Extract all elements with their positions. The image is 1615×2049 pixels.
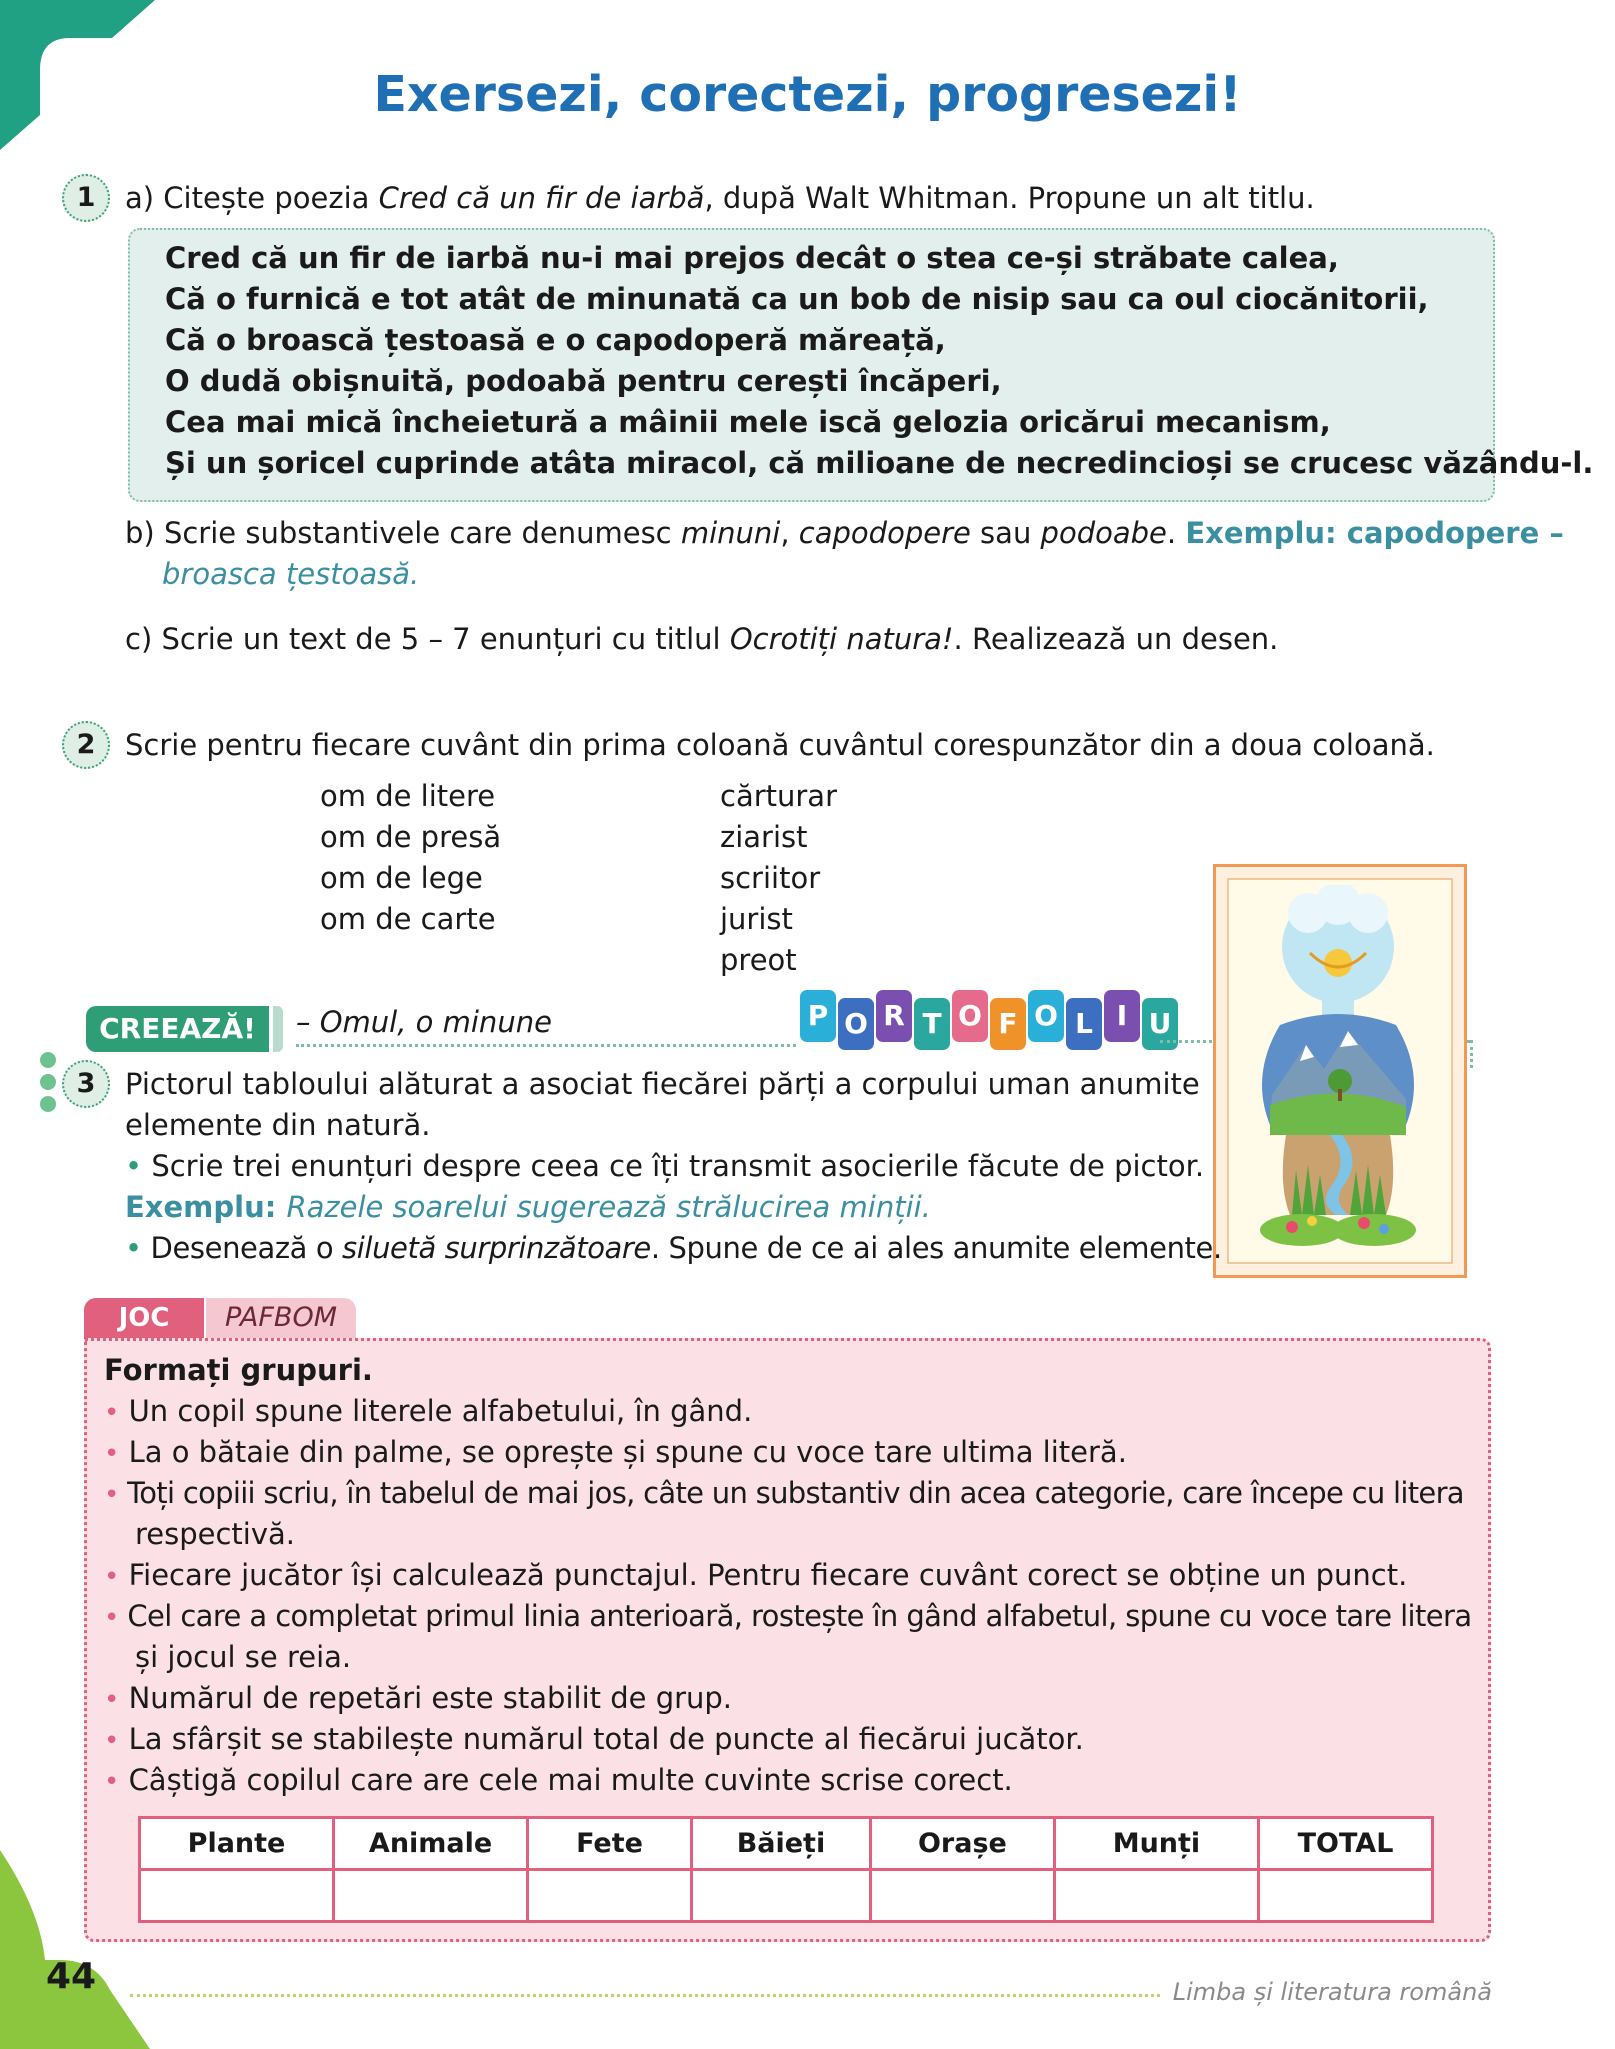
page-title: Exersezi, corectezi, progresezi!	[373, 66, 1242, 123]
column-1-item: om de presă	[320, 820, 502, 854]
footer-book-title: Limba și literatura română	[1172, 1978, 1492, 2006]
exercise-1-number: 1	[62, 174, 110, 222]
ex1b-example: Exemplu: capodopere –	[1185, 516, 1564, 550]
human-silhouette-painting	[1240, 885, 1436, 1255]
answer-cell[interactable]	[140, 1870, 334, 1922]
exercise-3-line-1: Pictorul tabloului alăturat a asociat fiecărei părți a corpului uman anumite	[125, 1067, 1200, 1101]
game-rule-continuation: și jocul se reia.	[135, 1640, 352, 1674]
portofoliu-letter-u: U	[1142, 998, 1178, 1050]
bullet-icon: •	[104, 1439, 120, 1469]
game-rule	[104, 1391, 752, 1434]
game-rule	[104, 1432, 1127, 1475]
exercise-3-example	[125, 1187, 931, 1228]
ex3-bullet-2-italic: siluetă surprinzătoare	[342, 1231, 651, 1265]
poem-line: Că o furnică e tot atât de minunată ca un bob de nisip sau ca oul ciocănitorii,	[165, 282, 1429, 316]
exercise-3-dot	[40, 1096, 56, 1112]
poem-line: Cea mai mică încheietură a mâinii mele iscă gelozia oricărui mecanism,	[165, 405, 1331, 439]
ex1c-prefix: c) Scrie un text de 5 – 7 enunțuri cu titlul	[125, 622, 730, 656]
creeaza-label-accent	[273, 1006, 283, 1052]
ex1c-title: Ocrotiți natura!	[729, 622, 954, 656]
answer-cell[interactable]	[334, 1870, 528, 1922]
table-header-cell: TOTAL	[1259, 1818, 1433, 1870]
answer-cell[interactable]	[870, 1870, 1054, 1922]
game-rule-text: La o bătaie din palme, se oprește și spune cu voce tare ultima literă.	[128, 1435, 1127, 1469]
ex3-example-label: Exemplu:	[125, 1190, 287, 1224]
column-2-item: ziarist	[720, 820, 808, 854]
portofoliu-letter-r: R	[876, 990, 912, 1042]
bullet-icon: •	[104, 1726, 120, 1756]
exercise-3-bullet-1	[125, 1146, 1204, 1187]
column-2-item: cărturar	[720, 779, 838, 813]
game-rule-text: La sfârșit se stabilește numărul total de puncte al fiecărui jucător.	[128, 1722, 1084, 1756]
exercise-1a-instruction	[125, 178, 1315, 219]
column-1-item: om de carte	[320, 902, 496, 936]
game-rule-text: Numărul de repetări este stabilit de grup.	[128, 1681, 733, 1715]
answer-cell[interactable]	[1054, 1870, 1258, 1922]
ex1b-example-answer: broasca țestoasă.	[162, 557, 420, 591]
column-1-item: om de lege	[320, 861, 483, 895]
answer-cell[interactable]	[528, 1870, 692, 1922]
ex3-example-text: Razele soarelui sugerează strălucirea minții.	[286, 1190, 931, 1224]
poem-line: Că o broască țestoasă e o capodoperă măreață,	[165, 323, 946, 357]
portofoliu-letter-o: O	[838, 998, 874, 1050]
table-header-cell: Animale	[334, 1818, 528, 1870]
exercise-1b-instruction	[125, 513, 1564, 554]
ex1a-poem-title: Cred că un fir de iarbă	[378, 181, 705, 215]
game-rule	[104, 1760, 1013, 1803]
game-rule	[104, 1678, 732, 1721]
game-rule	[104, 1596, 1472, 1639]
bullet-icon: •	[104, 1480, 119, 1510]
ex3-bullet-1-text: Scrie trei enunțuri despre ceea ce îți transmit asocierile făcute de pictor.	[151, 1149, 1205, 1183]
column-2-item: jurist	[720, 902, 793, 936]
bullet-icon: •	[104, 1767, 120, 1797]
column-2-item: scriitor	[720, 861, 821, 895]
exercise-2-instruction: Scrie pentru fiecare cuvânt din prima coloană cuvântul corespunzător din a doua coloană.	[125, 728, 1435, 762]
bullet-icon: •	[104, 1603, 119, 1633]
ex1b-word-3: podoabe	[1040, 516, 1167, 550]
ex1b-word-2: capodopere	[798, 516, 971, 550]
game-tab: JOC	[84, 1298, 204, 1338]
ex1b-word-1: minuni	[680, 516, 781, 550]
portofoliu-divider-end	[1470, 1040, 1473, 1068]
portofoliu-letter-t: T	[914, 998, 950, 1050]
game-rule-text: Fiecare jucător își calculează punctajul. Pentru fiecare cuvânt corect se obține un punct.	[128, 1558, 1408, 1592]
column-2-item: preot	[720, 943, 797, 977]
table-header-row	[140, 1818, 1433, 1870]
game-heading: Formați grupuri.	[104, 1353, 373, 1387]
bullet-icon: •	[125, 1149, 143, 1183]
table-header-cell: Plante	[140, 1818, 334, 1870]
table-answer-row	[140, 1870, 1433, 1922]
exercise-3-number: 3	[62, 1060, 110, 1108]
game-rule	[104, 1555, 1407, 1598]
portofoliu-letter-o2: O	[952, 990, 988, 1042]
bullet-icon: •	[104, 1398, 120, 1428]
poem-line: Cred că un fir de iarbă nu-i mai prejos decât o stea ce-și străbate calea,	[165, 241, 1339, 275]
game-rule-text: Cel care a completat primul linia anterioară, rostește în gând alfabetul, spune cu voce tare litera	[127, 1599, 1472, 1633]
exercise-2-number: 2	[62, 721, 110, 769]
portofoliu-letter-p: P	[800, 990, 836, 1042]
game-name-tab: PAFBOM	[206, 1298, 356, 1338]
creeaza-divider	[296, 1044, 796, 1047]
table-header-cell: Orașe	[870, 1818, 1054, 1870]
page-number: 44	[46, 1956, 97, 1997]
creeaza-label: CREEAZĂ!	[86, 1006, 269, 1052]
game-rule-continuation: respectivă.	[135, 1517, 296, 1551]
ex3-bullet-2-suffix: . Spune de ce ai ales anumite elemente.	[650, 1231, 1222, 1265]
exercise-3-dot	[40, 1074, 56, 1090]
ex1b-dot: .	[1166, 516, 1186, 550]
exercise-3-bullet-2	[125, 1228, 1222, 1269]
ex1a-prefix: a) Citește poezia	[125, 181, 379, 215]
game-rule	[104, 1719, 1084, 1762]
exercise-1c-instruction	[125, 619, 1278, 660]
portofoliu-letter-l: L	[1066, 998, 1102, 1050]
ex1c-suffix: . Realizează un desen.	[953, 622, 1279, 656]
game-rule-text: Un copil spune literele alfabetului, în gând.	[128, 1394, 753, 1428]
ex1b-prefix: b) Scrie substantivele care denumesc	[125, 516, 681, 550]
table-header-cell: Băieți	[691, 1818, 870, 1870]
column-1-item: om de litere	[320, 779, 496, 813]
ex1b-sep-1: ,	[780, 516, 799, 550]
exercise-3-dot	[40, 1052, 56, 1068]
table-header-cell: Munți	[1054, 1818, 1258, 1870]
portofoliu-letter-f: F	[990, 998, 1026, 1050]
bullet-icon: •	[125, 1231, 142, 1265]
ex1b-sep-2: sau	[970, 516, 1041, 550]
answer-cell[interactable]	[1259, 1870, 1433, 1922]
bullet-icon: •	[104, 1562, 120, 1592]
ex3-bullet-2-prefix: Desenează o	[150, 1231, 343, 1265]
portofoliu-letter-o3: O	[1028, 990, 1064, 1042]
creeaza-subtitle: – Omul, o minune	[296, 1005, 552, 1039]
game-rule	[104, 1473, 1464, 1516]
table-header-cell: Fete	[528, 1818, 692, 1870]
exercise-3-line-2: elemente din natură.	[125, 1108, 431, 1142]
game-rule-text: Câștigă copilul care are cele mai multe cuvinte scrise corect.	[128, 1763, 1013, 1797]
portofoliu-letter-i: I	[1104, 990, 1140, 1042]
ex1a-suffix: , după Walt Whitman. Propune un alt titlu.	[704, 181, 1315, 215]
bullet-icon: •	[104, 1685, 120, 1715]
footer-divider	[130, 1994, 1160, 1997]
answer-cell[interactable]	[691, 1870, 870, 1922]
poem-line: O dudă obișnuită, podoabă pentru cerești încăperi,	[165, 364, 1002, 398]
poem-line: Și un șoricel cuprinde atâta miracol, că milioane de necredincioși se crucesc văzându-l.	[165, 446, 1594, 480]
game-table	[138, 1816, 1434, 1923]
game-rule-text: Toți copiii scriu, în tabelul de mai jos, câte un substantiv din acea categorie, care începe cu litera	[127, 1476, 1464, 1510]
